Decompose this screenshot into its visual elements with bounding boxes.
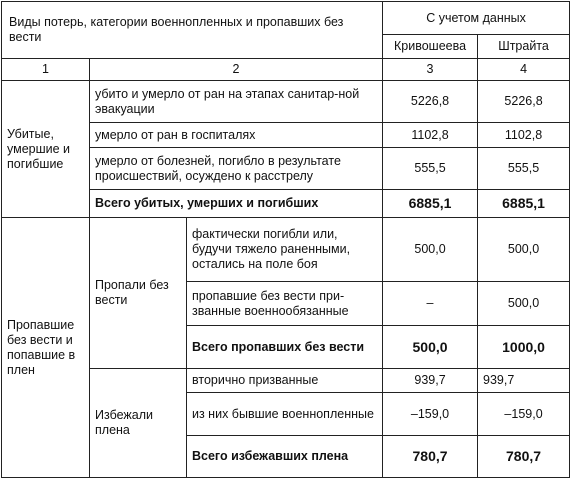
row-desc: пропавшие без вести при-званные военнообязанные [187,282,383,326]
row-value-shtraite: 500,0 [478,218,570,282]
row-value-shtraite: 500,0 [478,282,570,326]
total-desc: Всего пропавших без вести [187,326,383,369]
row-value-krivosheev: 939,7 [383,369,478,393]
row-value-shtraite: 939,7 [478,369,570,393]
sub-escaped-label: Избежали плена [90,369,187,478]
col-num-1: 1 [2,59,90,81]
row-value-shtraite: 555,5 [478,148,570,190]
row-desc: умерло от ран в госпиталях [90,123,383,148]
row-desc: умерло от болезней, погибло в результате происшествий, осуждено к расстрелу [90,148,383,190]
row-value-shtraite: 1102,8 [478,123,570,148]
total-desc: Всего избежавших плена [187,436,383,478]
table-row [2,81,570,123]
row-desc: фактически погибли или, будучи тяжело раненными, остались на поле боя [187,218,383,282]
col-num-3: 3 [383,59,478,81]
col-num-2: 2 [90,59,383,81]
row-value-krivosheev: 555,5 [383,148,478,190]
row-value-shtraite: –159,0 [478,393,570,436]
row-desc: из них бывшие военнопленные [187,393,383,436]
header-kinds: Виды потерь, категории военнопленных и пропавших без вести [2,2,383,59]
header-data-group: С учетом данных [383,2,570,35]
total-value-shtraite: 780,7 [478,436,570,478]
sub-missing-label: Пропали без вести [90,218,187,369]
total-desc: Всего убитых, умерших и погибших [90,190,383,218]
section-missing-label: Пропавшие без вести и попавшие в плен [2,218,90,478]
header-krivosheev: Кривошеева [383,35,478,59]
table-row [2,218,570,282]
total-value-krivosheev: 6885,1 [383,190,478,218]
total-value-shtraite: 6885,1 [478,190,570,218]
losses-table [1,1,570,478]
col-num-4: 4 [478,59,570,81]
header-shtraite: Штрайта [478,35,570,59]
row-value-krivosheev: 5226,8 [383,81,478,123]
header-row [2,2,570,35]
total-value-krivosheev: 780,7 [383,436,478,478]
section-killed-label: Убитые, умершие и погибшие [2,81,90,218]
row-value-krivosheev: –159,0 [383,393,478,436]
row-value-shtraite: 5226,8 [478,81,570,123]
row-desc: вторично призванные [187,369,383,393]
row-value-krivosheev: 500,0 [383,218,478,282]
row-value-krivosheev: – [383,282,478,326]
total-value-krivosheev: 500,0 [383,326,478,369]
total-value-shtraite: 1000,0 [478,326,570,369]
row-value-krivosheev: 1102,8 [383,123,478,148]
column-number-row [2,59,570,81]
row-desc: убито и умерло от ран на этапах санитар-ной эвакуации [90,81,383,123]
